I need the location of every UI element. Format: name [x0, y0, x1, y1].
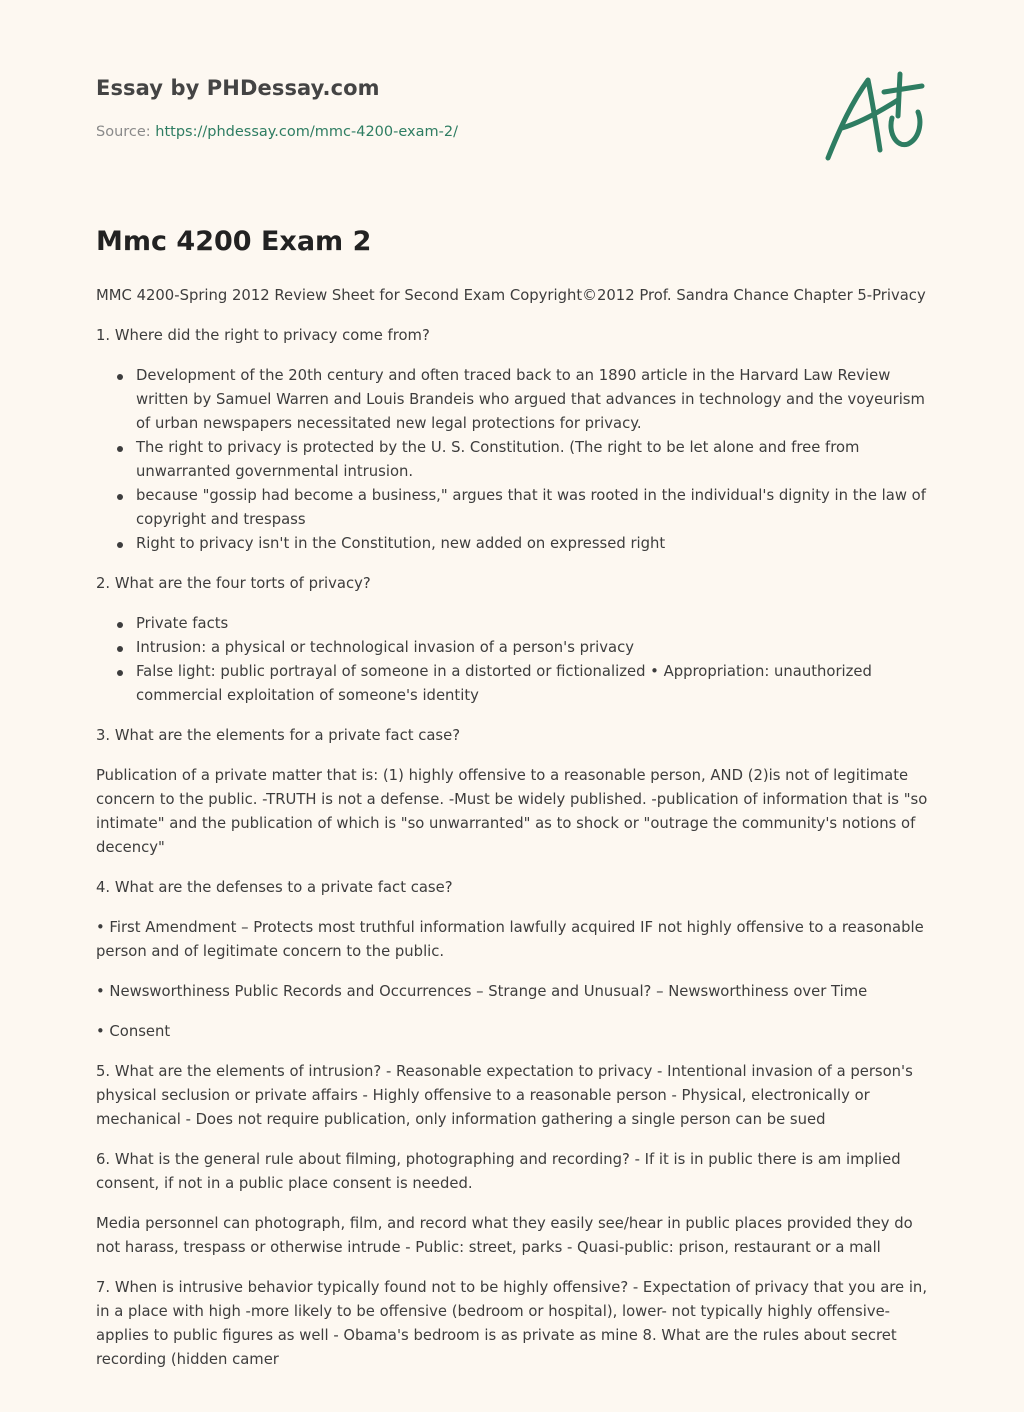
question-1-list — [96, 364, 932, 556]
a-plus-logo-icon — [818, 66, 930, 166]
question-3-answer: Publication of a private matter that is: (1) highly offensive to a reasonable person, AND (2)is not of legitimate concern to the public. -TRUTH is not a defense. -Must be widely published. -publication of information that is "so intimate" and the publication of which is "so unwarranted" as to shock or "outrage the community's notions of decency" — [96, 767, 928, 856]
defense-first-amendment: • First Amendment – Protects most truthful information lawfully acquired IF not highly offensive to a reasonable person and of legitimate concern to the public. — [96, 919, 924, 960]
list-item: because "gossip had become a business," argues that it was rooted in the individual's dignity in the law of copyright and trespass — [136, 484, 932, 532]
defense-newsworthiness: • Newsworthiness Public Records and Occurrences – Strange and Unusual? – Newsworthiness over Time — [96, 983, 868, 1000]
question-6: 6. What is the general rule about filming, photographing and recording? - If it is in public there is am implied consent, if not in a public place consent is needed. — [96, 1151, 901, 1192]
list-item: Right to privacy isn't in the Constitution, new added on expressed right — [136, 532, 932, 556]
question-3: 3. What are the elements for a private fact case? — [96, 727, 461, 744]
essay-body — [96, 284, 932, 1388]
site-brand: Essay by PHDessay.com — [96, 76, 380, 100]
question-7: 7. When is intrusive behavior typically found not to be highly offensive? - Expectation of privacy that you are in, in a place with high -more likely to be offensive (bedroom or hospital), lower- not typically highly offensive- applies to public figures as well - Obama's bedroom is as private as mine 8. What are the rules about secret recording (hidden camer — [96, 1279, 928, 1368]
list-item: Development of the 20th century and often traced back to an 1890 article in the Harvard Law Review written by Samuel Warren and Louis Brandeis who argued that advances in technology and the voyeurism of urban newspapers necessitated new legal protections for privacy. — [136, 364, 932, 436]
list-item: False light: public portrayal of someone in a distorted or fictionalized • Appropriation: unauthorized commercial exploitation of someone's identity — [136, 660, 932, 708]
list-item: Private facts — [136, 612, 932, 636]
source-link[interactable]: https://phdessay.com/mmc-4200-exam-2/ — [155, 124, 458, 140]
source-line — [96, 124, 458, 140]
defense-consent: • Consent — [96, 1023, 171, 1040]
source-label: Source: — [96, 124, 156, 140]
question-2: 2. What are the four torts of privacy? — [96, 575, 371, 592]
intro-paragraph: MMC 4200-Spring 2012 Review Sheet for Second Exam Copyright©2012 Prof. Sandra Chance Chapter 5-Privacy — [96, 287, 926, 304]
list-item: The right to privacy is protected by the U. S. Constitution. (The right to be let alone and free from unwarranted governmental intrusion. — [136, 436, 932, 484]
question-1: 1. Where did the right to privacy come from? — [96, 327, 430, 344]
page-title: Mmc 4200 Exam 2 — [96, 226, 372, 257]
question-2-list — [96, 612, 932, 708]
question-5: 5. What are the elements of intrusion? - Reasonable expectation to privacy - Intentional invasion of a person's physical seclusion or private affairs - Highly offensive to a reasonable person - Physical, electronically or mechanical - Does not require publication, only information gathering a single person can be sued — [96, 1063, 913, 1128]
list-item: Intrusion: a physical or technological invasion of a person's privacy — [136, 636, 932, 660]
question-4: 4. What are the defenses to a private fact case? — [96, 879, 453, 896]
question-6-answer: Media personnel can photograph, film, and record what they easily see/hear in public places provided they do not harass, trespass or otherwise intrude - Public: street, parks - Quasi-public: prison, restaurant or a mall — [96, 1215, 913, 1256]
